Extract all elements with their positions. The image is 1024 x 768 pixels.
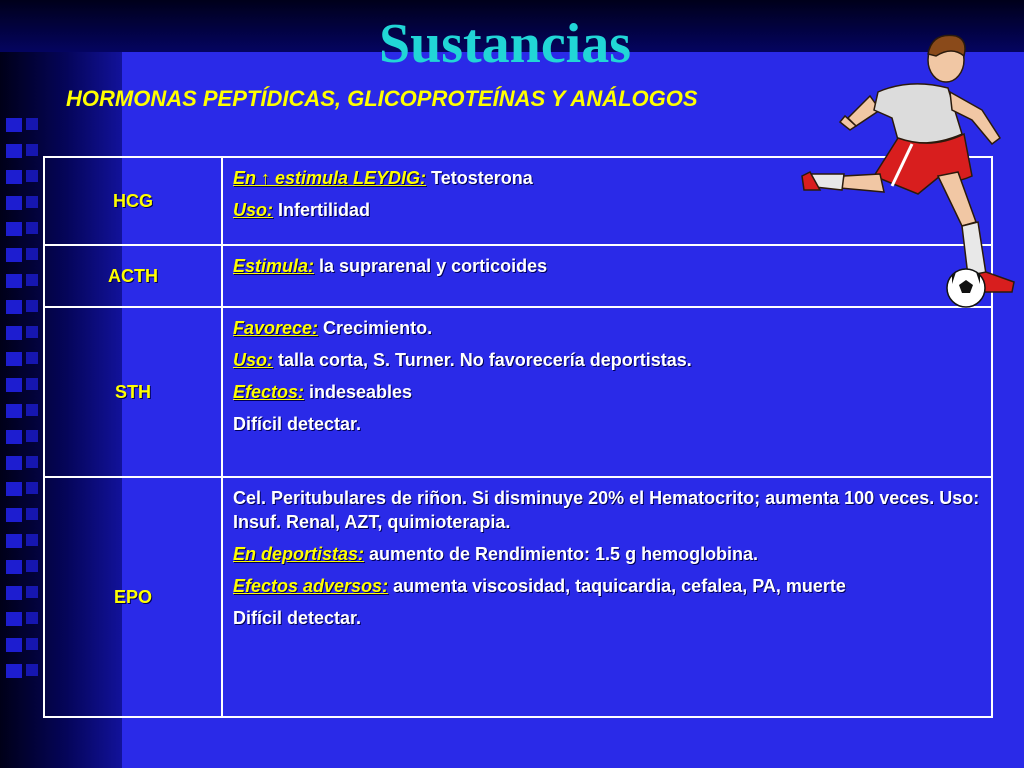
line-label: Favorece: xyxy=(233,318,319,338)
line-label: Estimula: xyxy=(233,256,315,276)
decorative-squares-inner xyxy=(26,118,38,678)
table-row xyxy=(44,307,992,477)
description-line xyxy=(233,542,981,566)
line-label: Efectos adversos: xyxy=(233,576,389,596)
description-line xyxy=(233,412,981,436)
description-line xyxy=(233,316,981,340)
line-text: Difícil detectar. xyxy=(233,414,362,434)
slide-subtitle: HORMONAS PEPTÍDICAS, GLICOPROTEÍNAS Y ANÁLOGOS xyxy=(66,86,698,111)
table-row xyxy=(44,477,992,717)
substance-description xyxy=(222,477,992,717)
substance-name: ACTH xyxy=(44,245,222,307)
soccer-player-kicking-ball-icon xyxy=(800,26,1024,316)
description-line xyxy=(233,486,981,534)
description-line xyxy=(233,606,981,630)
line-text: talla corta, S. Turner. No favorecería deportistas. xyxy=(273,350,692,370)
slide-title: Sustancias xyxy=(378,13,632,75)
line-label: En deportistas: xyxy=(233,544,365,564)
line-text: aumento de Rendimiento: 1.5 g hemoglobina. xyxy=(364,544,759,564)
line-text: la suprarenal y corticoides xyxy=(314,256,548,276)
line-label: En ↑ estimula LEYDIG: xyxy=(233,168,427,188)
description-line xyxy=(233,574,981,598)
line-text: indeseables xyxy=(304,382,413,402)
line-label: Efectos: xyxy=(233,382,305,402)
line-text: aumenta viscosidad, taquicardia, cefalea, PA, muerte xyxy=(388,576,846,596)
description-line xyxy=(233,380,981,404)
line-text: Tetosterona xyxy=(426,168,533,188)
description-line xyxy=(233,348,981,372)
line-text: Infertilidad xyxy=(273,200,371,220)
line-text: Cel. Peritubulares de riñon. Si disminuye 20% el Hematocrito; aumenta 100 veces. Uso: Insuf. Renal, AZT, quimioterapia. xyxy=(233,488,980,532)
substance-name: EPO xyxy=(44,477,222,717)
substance-description xyxy=(222,307,992,477)
line-text: Difícil detectar. xyxy=(233,608,362,628)
line-label: Uso: xyxy=(233,200,273,220)
line-text: Crecimiento. xyxy=(318,318,433,338)
line-label: Uso: xyxy=(233,350,273,370)
decorative-squares xyxy=(6,118,22,678)
substance-name: STH xyxy=(44,307,222,477)
substance-name: HCG xyxy=(44,157,222,245)
